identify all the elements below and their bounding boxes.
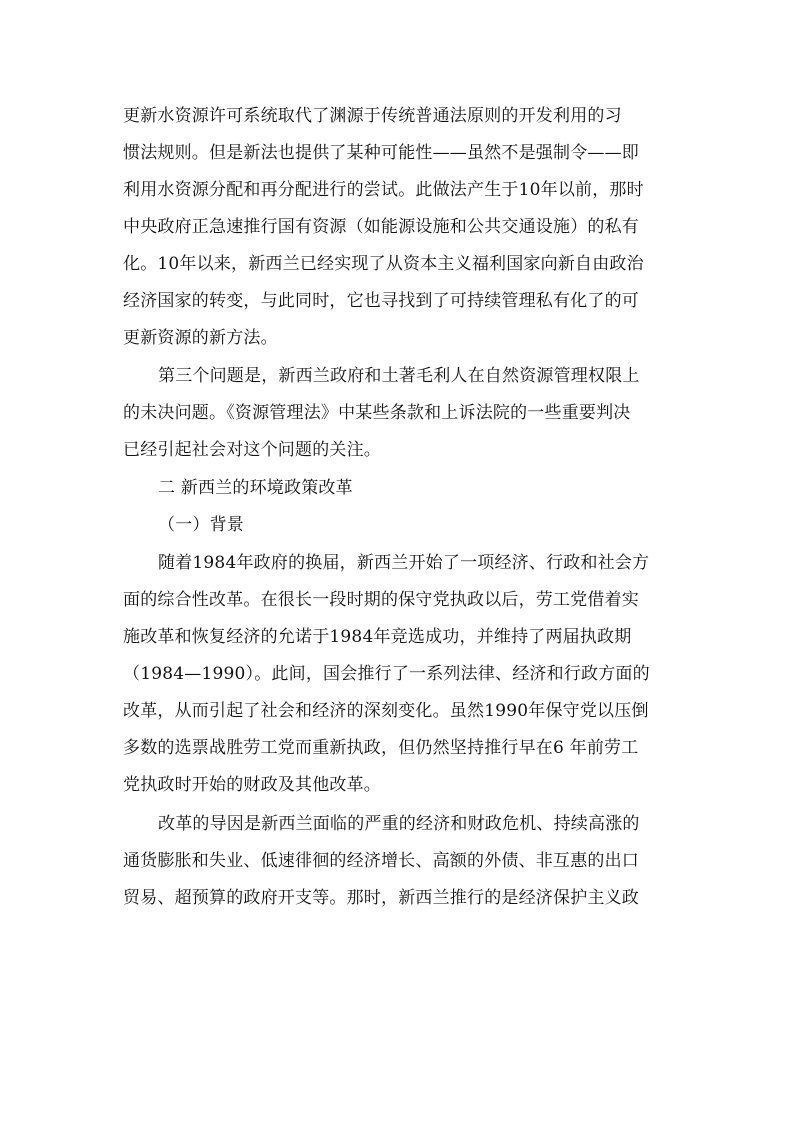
text-line: 经济国家的转变，与此同时，它也寻找到了可持续管理私有化了的可 [123, 291, 639, 311]
paragraph-start-line: 随着1984年政府的换届，新西兰开始了一项经济、行政和社会方 [158, 553, 650, 573]
paragraph-start-line: 改革的导因是新西兰面临的严重的经济和财政危机、持续高涨的 [158, 814, 640, 834]
text-line: 的未决问题。《资源管理法》中某些条款和上诉法院的一些重要判决 [123, 403, 631, 423]
text-line: 面的综合性改革。在很长一段时期的保守党执政以后，劳工党借着实 [123, 590, 639, 610]
paragraph-start-line: 第三个问题是，新西兰政府和土著毛利人在自然资源管理权限上 [158, 366, 640, 386]
text-line: 化。10年以来，新西兰已经实现了从资本主义福利国家向新自由政治 [123, 254, 644, 274]
text-line: 更新资源的新方法。 [123, 328, 278, 348]
text-line: 改革，从而引起了社会和经济的深刻变化。虽然1990年保守党以压倒 [123, 701, 649, 721]
text-line: 贸易、超预算的政府开支等。那时，新西兰推行的是经济保护主义政 [123, 888, 639, 908]
text-line: 党执政时开始的财政及其他改革。 [123, 775, 381, 795]
text-line: 中央政府正急速推行国有资源（如能源设施和公共交通设施）的私有 [123, 217, 639, 237]
text-line: 通货膨胀和失业、低速徘徊的经济增长、高额的外债、非互惠的出口 [123, 851, 639, 871]
text-line: （1984—1990）。此间，国会推行了一系列法律、经济和行政方面的 [123, 664, 650, 684]
subsection-heading: （一）背景 [158, 515, 244, 535]
text-line: 多数的选票战胜劳工党而重新执政，但仍然坚持推行早在6 年前劳工 [123, 738, 639, 758]
text-line: 已经引起社会对这个问题的关注。 [123, 440, 381, 460]
text-line: 施改革和恢复经济的允诺于1984年竞选成功，并维持了两届执政期 [123, 627, 632, 647]
text-line: 惯法规则。但是新法也提供了某种可能性——虽然不是强制令——即 [123, 143, 639, 163]
text-line: 利用水资源分配和再分配进行的尝试。此做法产生于10年以前，那时 [123, 180, 644, 200]
section-heading: 二 新西兰的环境政策改革 [158, 478, 353, 498]
text-line: 更新水资源许可系统取代了渊源于传统普通法原则的开发利用的习 [123, 106, 622, 126]
